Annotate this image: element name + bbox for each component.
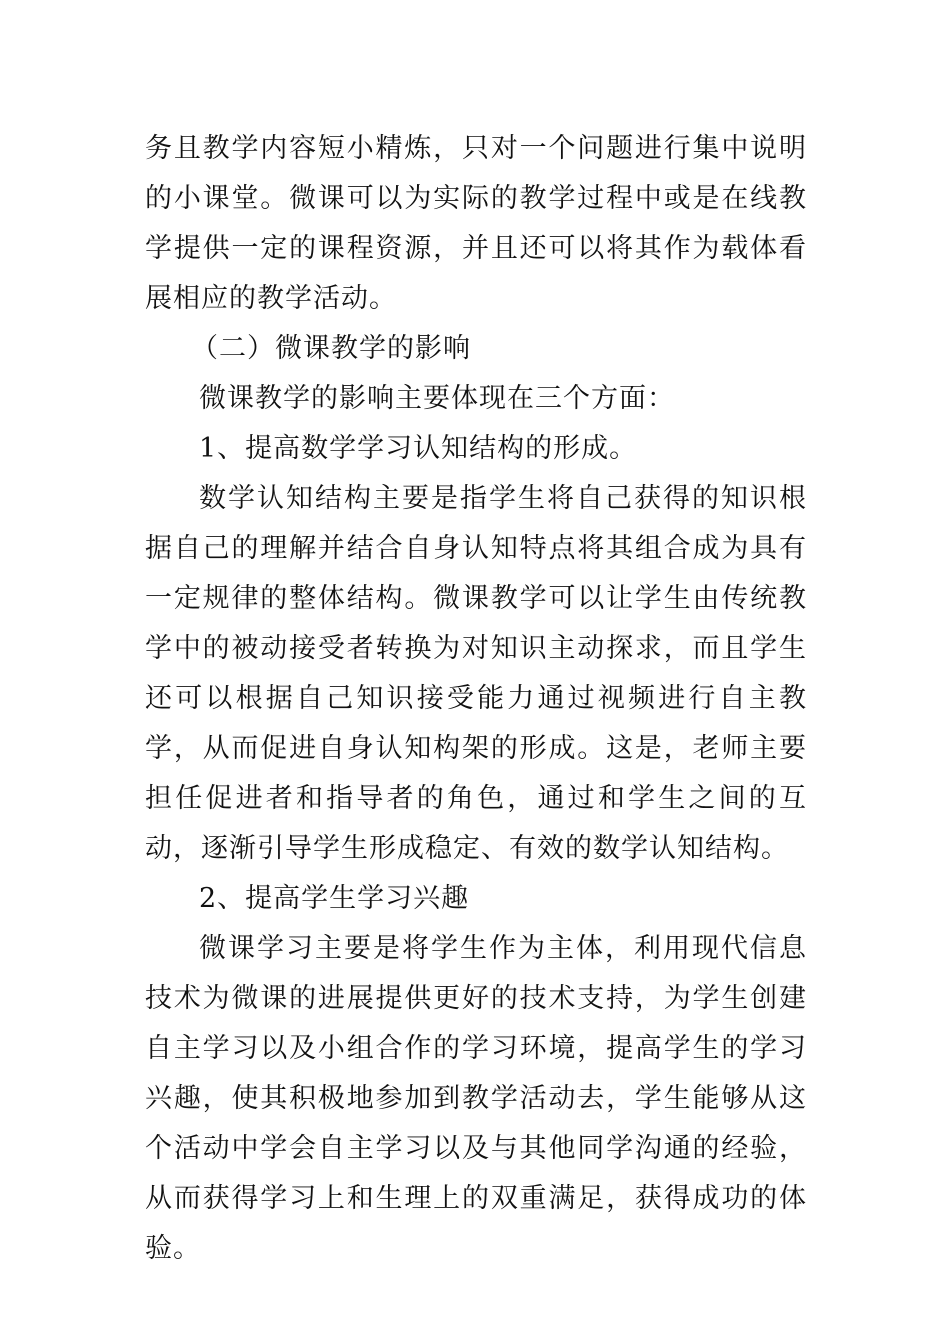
list-item-heading-2: 2、提高学生学习兴趣 — [199, 883, 470, 914]
document-body — [145, 124, 807, 1274]
section-heading: （二）微课教学的影响 — [191, 333, 471, 364]
list-item-heading-1: 1、提高数学学习认知结构的形成。 — [199, 433, 638, 464]
paragraph-continuation: 务且教学内容短小精炼，只对一个问题进行集中说明的小课堂。微课可以为实际的教学过程中或是在线教学提供一定的课程资源，并且还可以将其作为载体看展相应的教学活动。 — [145, 133, 807, 314]
paragraph-body-1: 数学认知结构主要是指学生将自己获得的知识根据自己的理解并结合自身认知特点将其组合成为具有一定规律的整体结构。微课教学可以让学生由传统教学中的被动接受者转换为对知识主动探求，而且学生还可以根据自己知识接受能力通过视频进行自主教学，从而促进自身认知构架的形成。这是，老师主要担任促进者和指导者的角色，通过和学生之间的互动，逐渐引导学生形成稳定、有效的数学认知结构。 — [145, 483, 807, 864]
paragraph-intro: 微课教学的影响主要体现在三个方面： — [199, 383, 675, 414]
paragraph-body-2: 微课学习主要是将学生作为主体，利用现代信息技术为微课的进展提供更好的技术支持，为学生创建自主学习以及小组合作的学习环境，提高学生的学习兴趣，使其积极地参加到教学活动去，学生能够从这个活动中学会自主学习以及与其他同学沟通的经验，从而获得学习上和生理上的双重满足，获得成功的体验。 — [145, 933, 807, 1264]
